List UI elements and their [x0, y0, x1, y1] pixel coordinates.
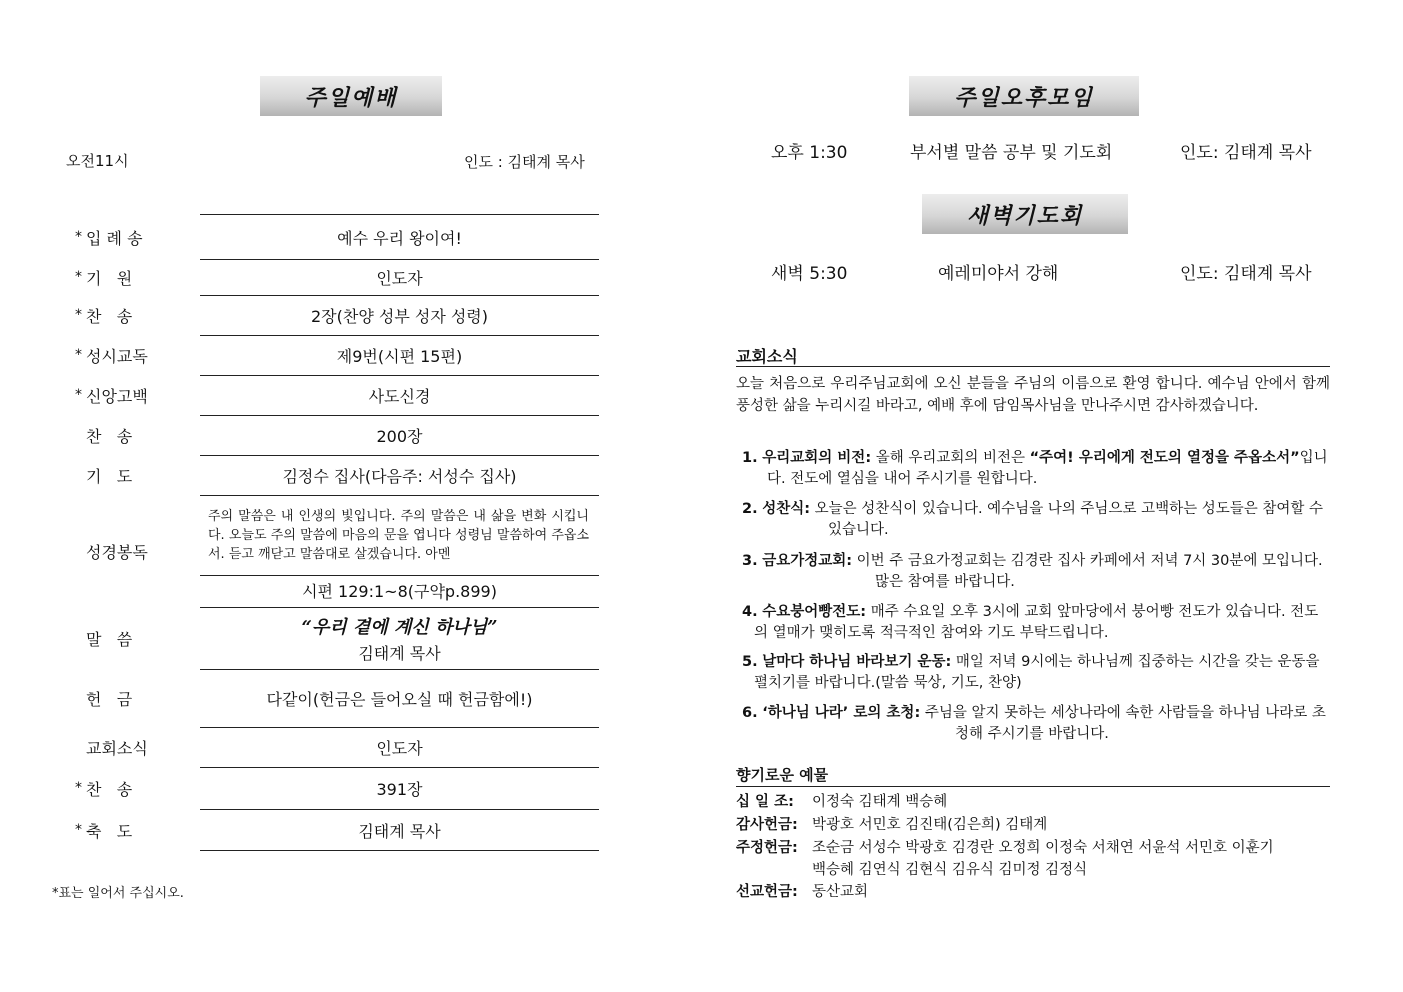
- news-title: 수요붕어빵전도:: [762, 604, 867, 620]
- order-label-text: 성경봉독: [86, 542, 148, 562]
- order-label-text: 찬 송: [86, 426, 133, 446]
- afternoon-time: 오후 1:30: [771, 143, 848, 163]
- stand-marker: *: [75, 780, 82, 796]
- news-item: [742, 499, 1330, 541]
- news-title: 날마다 하나님 바라보기 운동:: [762, 654, 952, 670]
- order-label: [62, 768, 197, 808]
- order-value: 391장: [376, 779, 423, 799]
- news-title: 우리교회의 비전:: [762, 450, 872, 466]
- sermon: [200, 608, 599, 668]
- offering-divider: [736, 786, 1330, 787]
- offering-row: [736, 814, 1047, 836]
- dawn-time: 새벽 5:30: [771, 264, 848, 284]
- order-label-text: 헌 금: [86, 689, 133, 709]
- order-value: 200장: [376, 426, 423, 446]
- dawn-desc: 예레미야서 강해: [938, 264, 1059, 284]
- news-text: 매주 수요일 오후 3시에 교회 앞마당에서 붕어빵 전도가 있습니다. 전도의 열매가 맺히도록 적극적인 참여와 기도 부탁드립니다.: [754, 604, 1319, 641]
- order-label: [62, 296, 197, 334]
- order-label: [62, 336, 197, 374]
- order-label-text: 입 례 송: [86, 228, 143, 248]
- order-row: [62, 336, 599, 374]
- news-number: 5.: [742, 654, 758, 670]
- news-number: 4.: [742, 604, 758, 620]
- order-row: [62, 496, 599, 606]
- news-item: [742, 703, 1330, 745]
- news-item: [742, 551, 1330, 593]
- order-label-text: 기 도: [86, 466, 133, 486]
- news-number: 2.: [742, 501, 758, 517]
- order-value: 예수 우리 왕이여!: [337, 228, 462, 248]
- order-row: [62, 260, 599, 294]
- offering-names-cont: 백승혜 김연식 김현식 김유식 김미정 김정식: [812, 862, 1088, 878]
- order-row: [62, 296, 599, 334]
- order-label-text: 성시교독: [86, 346, 148, 366]
- offering-names: 동산교회: [812, 884, 869, 900]
- order-label: [62, 728, 197, 766]
- order-label: [62, 810, 197, 850]
- news-text-2: 입니다. 전도에 열심을 내어 주시기를 원합니다.: [767, 450, 1328, 487]
- offering-row: [736, 881, 868, 903]
- news-number: 3.: [742, 553, 758, 569]
- news-text: 주님을 알지 못하는 세상나라에 속한 사람들을 하나님 나라로 초청해 주시기를 바랍니다.: [924, 705, 1326, 742]
- news-item: [742, 448, 1330, 490]
- afternoon-title: 주일오후모임: [909, 76, 1139, 116]
- order-value: 2장(찬양 성부 성자 성령): [310, 306, 489, 326]
- offering-names: 이정숙 김태계 백승혜: [812, 794, 948, 810]
- news-item: [742, 602, 1330, 644]
- stand-marker: *: [75, 387, 82, 403]
- stand-marker: *: [75, 307, 82, 323]
- worship-title: 주일예배: [260, 76, 442, 116]
- order-row: [62, 768, 599, 808]
- order-value: 제9번(시편 15편): [336, 346, 463, 366]
- row-divider: [200, 850, 599, 851]
- offering-type: 감사헌금:: [736, 817, 798, 833]
- order-value: 다같이(헌금은 들어오실 때 헌금함에!): [266, 689, 533, 709]
- order-row: [62, 728, 599, 766]
- preacher: 김태계 목사: [358, 643, 441, 663]
- order-label: [62, 670, 197, 726]
- order-row: [62, 216, 599, 258]
- news-item: [742, 652, 1330, 694]
- stand-marker: *: [75, 822, 82, 838]
- news-title: 금요가정교회:: [762, 553, 853, 569]
- news-text: 매일 저녁 9시에는 하나님께 집중하는 시간을 갖는 운동을 펼치기를 바랍니다.(말씀 묵상, 기도, 찬양): [754, 654, 1320, 691]
- dawn-leader: 인도: 김태계 목사: [1180, 264, 1312, 284]
- scripture-reading: [200, 496, 599, 606]
- order-value: 김정수 집사(다음주: 서성수 집사): [282, 466, 517, 486]
- order-row: [62, 376, 599, 414]
- offering-type: 선교헌금:: [736, 884, 798, 900]
- news-title: ‘하나님 나라’ 로의 초청:: [762, 705, 921, 721]
- offering-heading: 향기로운 예물: [736, 766, 829, 784]
- offering-type: 십 일 조:: [736, 794, 794, 810]
- news-text: 올해 우리교회의 비전은: [875, 450, 1026, 466]
- order-row: [62, 416, 599, 454]
- offering-row: [736, 791, 947, 813]
- dawn-title: 새벽기도회: [922, 194, 1128, 234]
- news-number: 1.: [742, 450, 758, 466]
- news-divider: [736, 366, 1330, 367]
- news-text: 이번 주 금요가정교회는 김경란 집사 카페에서 저녁 7시 30분에 모입니다. 많은 참여를 바랍니다.: [856, 553, 1323, 590]
- afternoon-desc: 부서별 말씀 공부 및 기도회: [910, 143, 1113, 163]
- order-label-text: 교회소식: [86, 738, 148, 758]
- offering-type: 주정헌금:: [736, 840, 798, 856]
- stand-marker: *: [75, 347, 82, 363]
- news-heading: 교회소식: [736, 347, 798, 366]
- order-row: [62, 810, 599, 850]
- order-value: 인도자: [376, 268, 423, 288]
- news-text: 오늘은 성찬식이 있습니다. 예수님을 나의 주님으로 고백하는 성도들은 참여할 수 있습니다.: [814, 501, 1323, 538]
- order-label: [62, 376, 197, 414]
- news-number: 6.: [742, 705, 758, 721]
- offering-names: 박광호 서민호 김진태(김은희) 김태계: [812, 817, 1048, 833]
- order-label-text: 기 원: [86, 268, 133, 288]
- offering-names: 조순금 서성수 박광호 김경란 오정희 이정숙 서채연 서윤석 서민호 이훈기: [812, 840, 1274, 856]
- order-row: [62, 608, 599, 668]
- row-divider: [200, 214, 599, 215]
- order-label: [62, 260, 197, 294]
- order-label-text: 신앙고백: [86, 386, 148, 406]
- order-value: 인도자: [376, 738, 423, 758]
- afternoon-leader: 인도: 김태계 목사: [1180, 143, 1312, 163]
- sermon-title: “우리 곁에 계신 하나님”: [301, 616, 498, 638]
- order-label: [62, 496, 197, 606]
- order-label: [62, 216, 197, 258]
- order-row: [62, 670, 599, 726]
- worship-leader: 인도 : 김태계 목사: [464, 153, 585, 171]
- offering-row: [736, 837, 1274, 881]
- order-label-text: 말 씀: [86, 629, 133, 649]
- news-intro: 오늘 처음으로 우리주님교회에 오신 분들을 주님의 이름으로 환영 합니다. 예수님 안에서 함께 풍성한 삶을 누리시길 바라고, 예배 후에 담임목사님을 만나주시면 감사하겠습니다.: [736, 376, 1330, 414]
- stand-marker: *: [75, 229, 82, 245]
- order-label: [62, 456, 197, 494]
- order-value: 김태계 목사: [358, 821, 441, 841]
- order-label-text: 축 도: [86, 821, 133, 841]
- scripture-reference: 시편 129:1~8(구약p.899): [302, 582, 497, 601]
- order-value: 사도신경: [368, 386, 431, 406]
- order-row: [62, 456, 599, 494]
- order-label: [62, 416, 197, 454]
- order-label-text: 찬 송: [86, 779, 133, 799]
- worship-time: 오전11시: [66, 152, 129, 170]
- stand-marker: *: [75, 269, 82, 285]
- order-label: [62, 608, 197, 668]
- news-title: 성찬식:: [762, 501, 811, 517]
- order-label-text: 찬 송: [86, 306, 133, 326]
- scripture-prayer: 주의 말씀은 내 인생의 빛입니다. 주의 말씀은 내 삶을 변화 시킵니다. 오늘도 주의 말씀에 마음의 문을 엽니다 성령님 말씀하여 주옵소서. 듣고 깨닫고 말씀대로 살겠습니다. 아멘: [208, 509, 589, 562]
- footnote: *표는 일어서 주십시오.: [52, 886, 184, 901]
- vision-quote: “주여! 우리에게 전도의 열정을 주옵소서”: [1029, 450, 1300, 466]
